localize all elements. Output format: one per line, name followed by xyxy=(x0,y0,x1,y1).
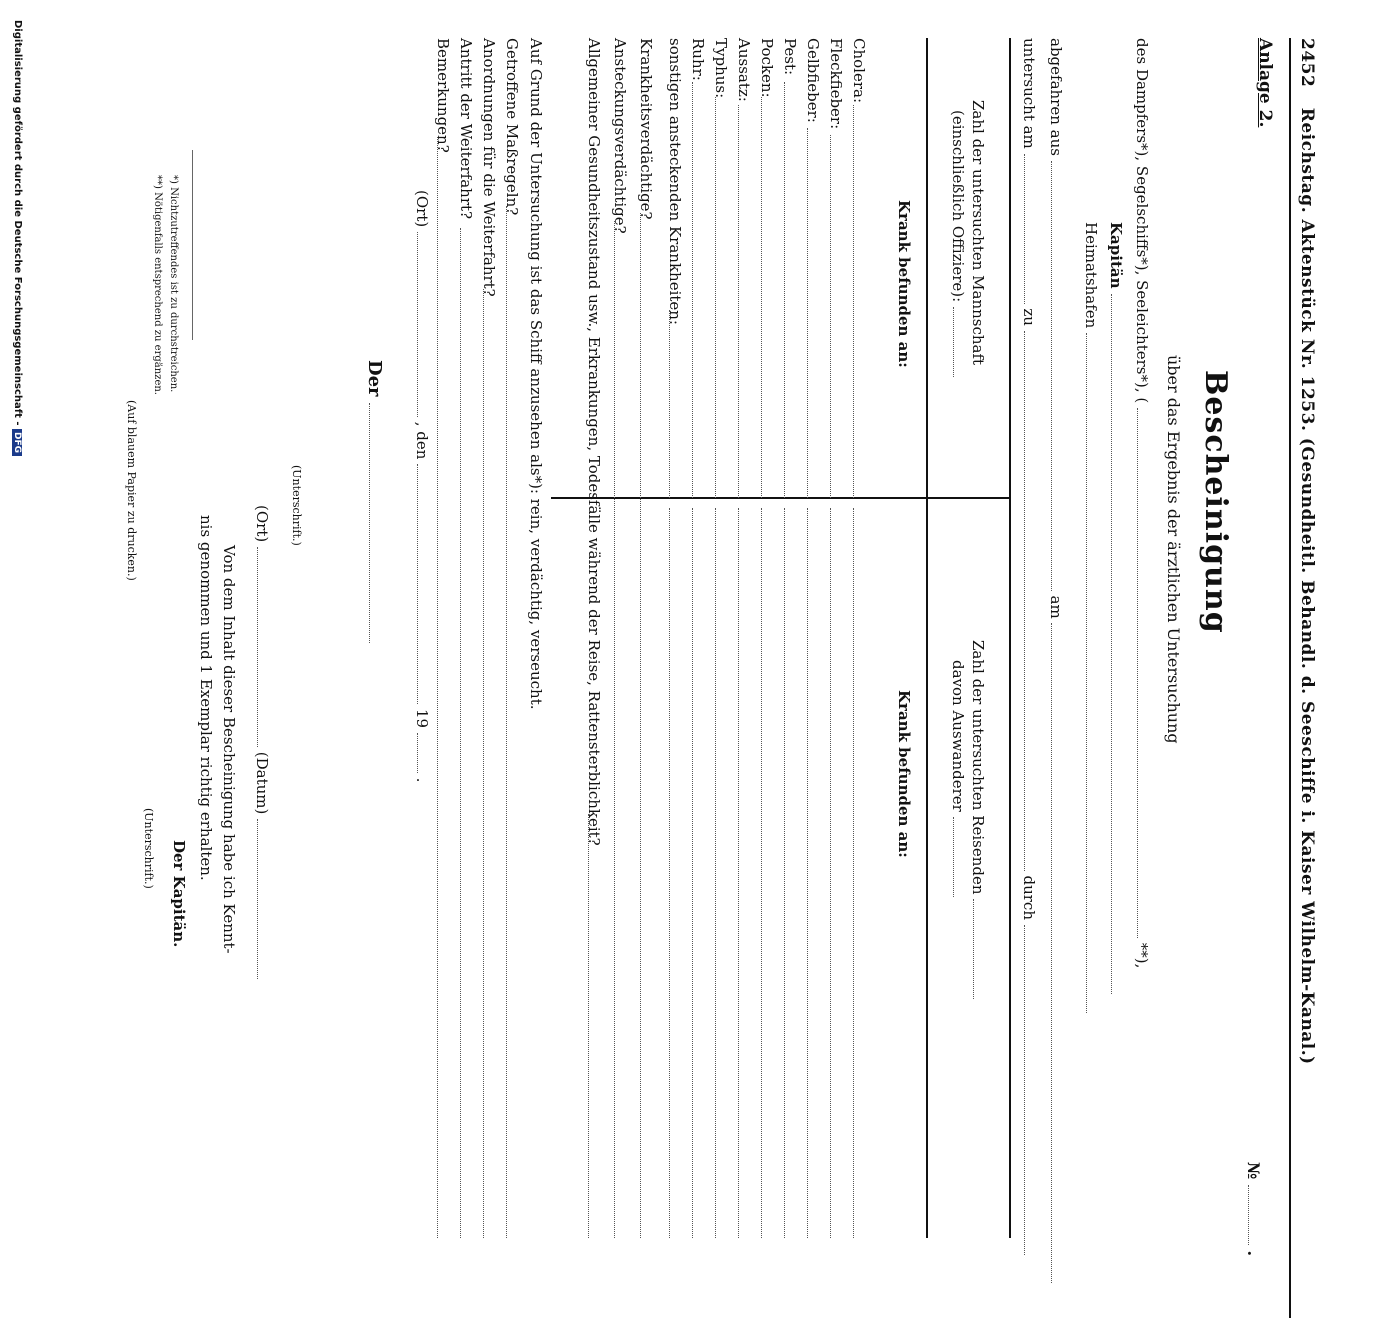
measure-row-field xyxy=(437,137,438,1238)
question-row xyxy=(609,38,629,1238)
header-text: Reichstag. Aktenstück Nr. 1253. (Gesundheitl. Behandl. d. Seeschiffe i. Kaiser Wilhelm-Kanal.) xyxy=(1297,107,1317,1065)
printing-note: (Auf blauem Papier zu drucken.) xyxy=(125,400,138,581)
measure-row xyxy=(432,38,452,1238)
measure-row xyxy=(478,38,498,1238)
disease-field-left xyxy=(853,105,854,498)
ship-type-line: des Dampfers*), Segelschiffs*), Seeleichters*), ( **), xyxy=(1133,38,1151,969)
disease-field-right xyxy=(853,508,854,1238)
ship-name-field xyxy=(1137,408,1150,938)
receipt-text-1: Von dem Inhalt dieser Bescheinigung habe ich Kennt- xyxy=(220,545,238,954)
disease-field-left xyxy=(784,82,785,498)
disease-field-right xyxy=(830,508,831,1238)
place-date-line: (Ort) , den 19 . xyxy=(413,190,431,783)
untersucht-by-field xyxy=(1024,925,1037,1255)
disease-field-left xyxy=(692,82,693,498)
page-header xyxy=(1297,38,1317,1065)
abgefahren-date-field xyxy=(1051,623,1064,1283)
disease-field-left xyxy=(830,135,831,498)
measure-row-label: Antritt der Weiterfahrt? xyxy=(457,38,475,220)
disease-row xyxy=(825,38,845,1238)
disease-label: sonstigen ansteckenden Krankheiten: xyxy=(666,38,684,325)
disease-field-right xyxy=(738,508,739,1238)
emigrant-count-field xyxy=(953,817,966,897)
disease-field-right xyxy=(692,508,693,1238)
untersucht-date-field xyxy=(1024,154,1037,304)
disease-label: Gelbfieber: xyxy=(804,38,822,123)
disease-row xyxy=(710,38,730,1238)
disease-label: Cholera: xyxy=(850,38,868,104)
measure-row xyxy=(501,38,521,1238)
disease-field-right xyxy=(761,508,762,1238)
question-row-label: Krankheitsverdächtige? xyxy=(637,38,655,220)
document-title: Bescheinigung xyxy=(1198,370,1233,634)
footnote-2: **) Nötigenfalls entsprechend zu ergänzen. xyxy=(152,175,163,395)
page-number: 2452 xyxy=(1297,38,1317,88)
question-row-label: Ansteckungsverdächtige? xyxy=(611,38,629,234)
question-row-label: Allgemeiner Gesundheitszustand usw., Erkrankungen, Todesfälle während der Reise, Rattensterblichkeit? xyxy=(585,38,603,846)
footnote-rule xyxy=(192,150,193,340)
question-row-field xyxy=(614,221,615,1238)
disease-field-right xyxy=(807,508,808,1238)
kapitaen-field xyxy=(1111,294,1124,994)
crew-count-label: Zahl der untersuchten Mannschaft (einschließlich Offiziere): xyxy=(948,100,988,377)
question-row-field xyxy=(640,213,641,1238)
place-field xyxy=(417,232,430,417)
measure-row-field xyxy=(483,289,484,1238)
der-label: Der xyxy=(364,360,385,643)
disease-row xyxy=(664,38,684,1238)
verdict-line: Auf Grund der Untersuchung ist das Schiff anzusehen als*): rein, verdächtig, verseucht. xyxy=(527,38,545,710)
der-field xyxy=(369,403,382,643)
disease-label: Pest: xyxy=(781,38,799,76)
signature-label-left: (Unterschrift.) xyxy=(290,465,303,546)
crew-count-field xyxy=(953,307,966,377)
measure-row-field xyxy=(460,228,461,1238)
measure-row xyxy=(455,38,475,1238)
question-row xyxy=(635,38,655,1238)
number-field xyxy=(1248,1185,1261,1245)
number-label: № . xyxy=(1244,1162,1263,1257)
disease-field-left xyxy=(807,128,808,498)
footnotes xyxy=(149,175,181,395)
krank-left-heading: Krank befunden an: xyxy=(895,200,913,368)
abgefahren-field xyxy=(1051,161,1064,591)
receipt-date-field xyxy=(257,819,270,979)
question-row-field xyxy=(588,814,589,1238)
table-mid-rule xyxy=(926,38,928,1238)
disease-row xyxy=(687,38,707,1238)
measure-row-label: Anordnungen für die Weiterfahrt? xyxy=(480,38,498,297)
kapitaen-label: Kapitän xyxy=(1107,222,1125,994)
disease-row xyxy=(802,38,822,1238)
passenger-count-field xyxy=(973,899,986,999)
abgefahren-line: abgefahren aus am xyxy=(1047,38,1065,1283)
measure-row-field xyxy=(506,206,507,1238)
disease-field-left xyxy=(761,97,762,498)
heimatshafen-label: Heimatshafen xyxy=(1082,222,1100,1013)
disease-label: Typhus: xyxy=(712,38,730,99)
krank-right-heading: Krank befunden an: xyxy=(895,690,913,858)
untersucht-place-field xyxy=(1024,331,1037,871)
disease-label: Ruhr: xyxy=(689,38,707,81)
disease-row xyxy=(848,38,868,1238)
date-field xyxy=(417,464,430,704)
measure-row-label: Getroffene Maßregeln? xyxy=(503,38,521,216)
receipt-place-date: (Ort) (Datum) xyxy=(253,505,271,979)
anlage-label: Anlage 2. xyxy=(1255,38,1275,128)
disease-label: Aussatz: xyxy=(735,38,753,102)
dfg-logo: DFG xyxy=(12,429,22,456)
receipt-text-2: nis genommen und 1 Exemplar richtig erhalten. xyxy=(197,515,215,881)
digitization-stamp: Digitalisierung gefördert durch die Deutsche Forschungsgemeinschaft - DFG xyxy=(12,20,23,460)
disease-field-left xyxy=(715,97,716,498)
question-row xyxy=(583,38,603,1238)
untersucht-line: untersucht am zu durch xyxy=(1020,38,1038,1255)
disease-label: Fleckfieber: xyxy=(827,38,845,130)
document-subtitle: über das Ergebnis der ärztlichen Untersuchung xyxy=(1164,355,1183,744)
year-field xyxy=(417,733,430,773)
disease-label: Pocken: xyxy=(758,38,776,98)
kapitaen-signature-label: Der Kapitän. xyxy=(170,840,188,948)
disease-row xyxy=(733,38,753,1238)
disease-field-right xyxy=(715,508,716,1238)
measure-row-label: Bemerkungen? xyxy=(434,38,452,153)
disease-field-left xyxy=(738,105,739,498)
disease-field-right xyxy=(669,508,670,1238)
receipt-place-field xyxy=(257,547,270,747)
heimatshafen-field xyxy=(1086,333,1099,1013)
passenger-count-label: Zahl der untersuchten Reisenden davon Auswanderer xyxy=(948,640,988,999)
disease-field-right xyxy=(784,508,785,1238)
table-top-rule xyxy=(1009,38,1011,1238)
header-rule xyxy=(1289,38,1291,1318)
disease-row xyxy=(779,38,799,1238)
disease-field-left xyxy=(669,310,670,498)
footnote-1: *) Nichtzutreffendes ist zu durchstreichen. xyxy=(168,175,179,393)
disease-row xyxy=(756,38,776,1238)
signature-label-right: (Unterschrift.) xyxy=(142,808,155,889)
